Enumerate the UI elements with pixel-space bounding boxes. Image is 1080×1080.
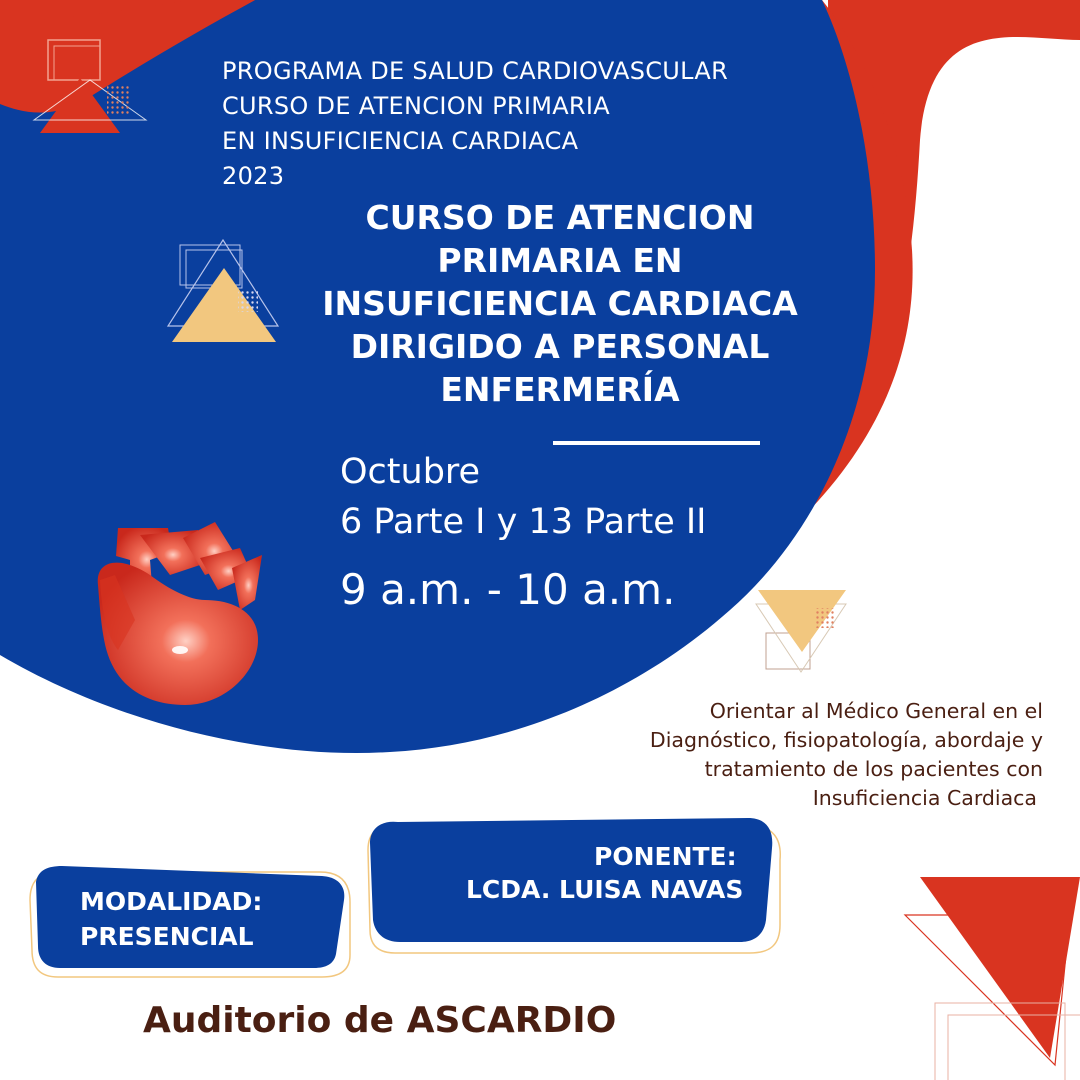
title-line: CURSO DE ATENCION [365,198,755,237]
header-line: PROGRAMA DE SALUD CARDIOVASCULAR [222,57,729,85]
objective-line: tratamiento de los pacientes con [704,757,1043,781]
schedule-days: 6 Parte I y 13 Parte II [340,502,707,542]
title-line: INSUFICIENCIA CARDIACA [322,284,798,323]
objective-line: Diagnóstico, fisiopatología, abordaje y [649,728,1043,752]
modality-value: PRESENCIAL [80,922,254,951]
modality-label: MODALIDAD: [80,887,263,916]
schedule-time: 9 a.m. - 10 a.m. [340,565,676,614]
venue: Auditorio de ASCARDIO [143,1000,617,1041]
title-line: PRIMARIA EN [437,241,683,280]
course-objective [523,697,1043,813]
title-line: DIRIGIDO A PERSONAL [350,327,770,366]
header-line: 2023 [222,162,285,190]
speaker-label: PONENTE: [594,842,737,871]
objective-line: Insuficiencia Cardiaca [812,786,1037,810]
objective-line: Orientar al Médico General en el [709,699,1043,723]
schedule-month: Octubre [340,452,481,492]
title-line: ENFERMERÍA [440,370,680,409]
deco-triangle-red-bottom [920,877,1080,1058]
heart-illustration [98,522,262,705]
speaker-name: LCDA. LUISA NAVAS [466,875,744,904]
divider-line [553,441,760,445]
course-title [300,196,820,411]
header-line: CURSO DE ATENCION PRIMARIA [222,92,610,120]
header-line: EN INSUFICIENCIA CARDIACA [222,127,579,155]
